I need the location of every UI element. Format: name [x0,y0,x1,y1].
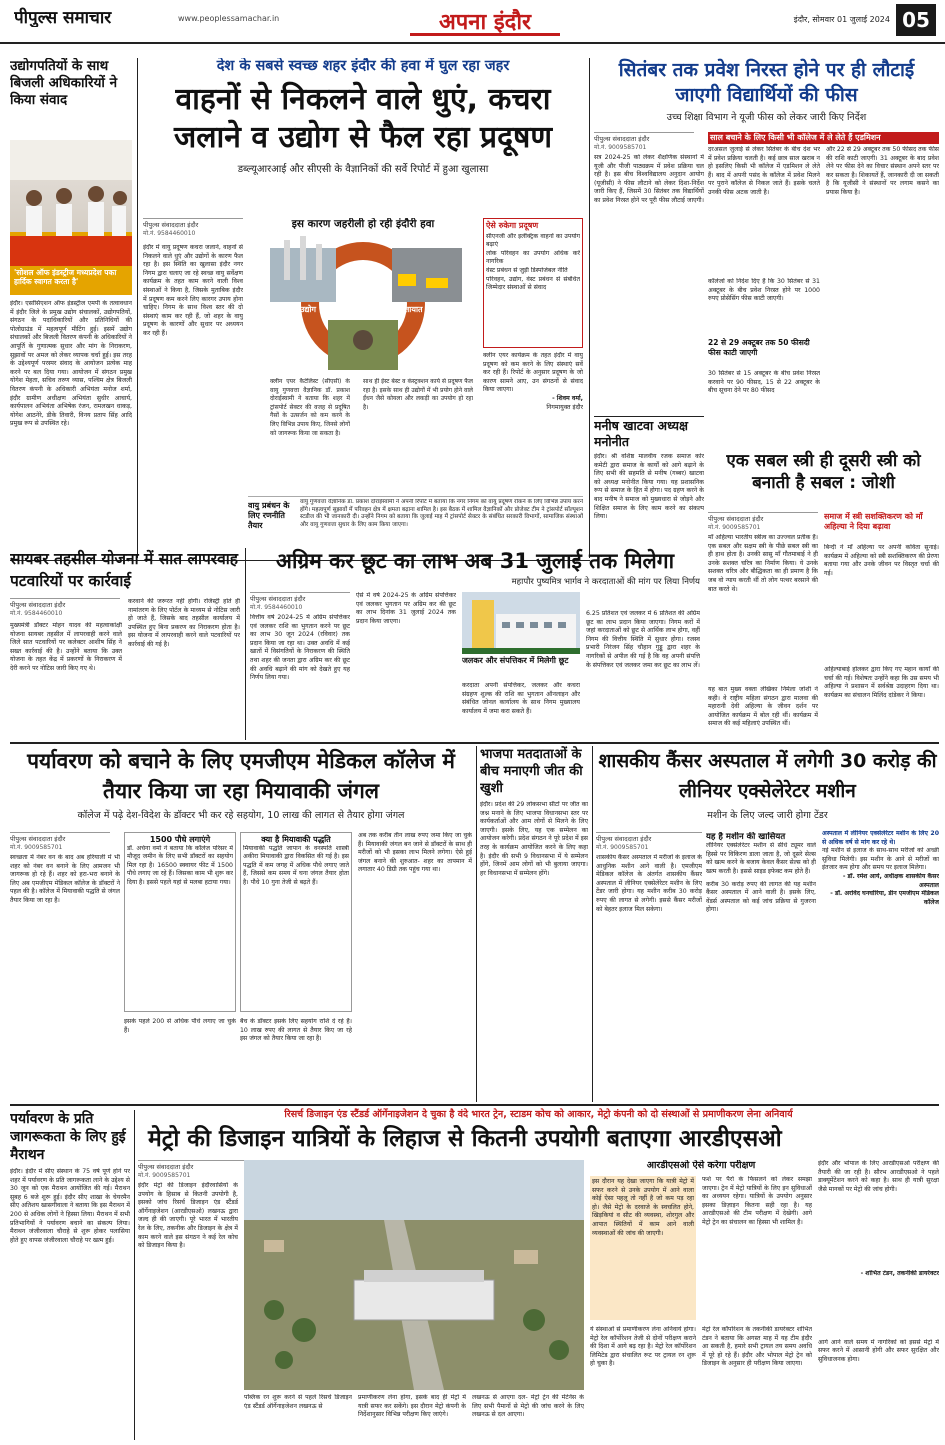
joshi-body-2: यह बात मुख्य वक्ता लेखिका निर्मला जोशी ने कही। वे राष्ट्रीय महिला संगठन द्वारा मालवा की महारानी देवी अहिल्या के जीवन दर्शन पर आयोजित कार्यक्रम में बोल रही थीं। कार्यक्रम में समाज की कई महिलाएं उपस्थित थीं। [708,686,818,728]
metro-byline: पीपुल्स संवाददाता इंदौर मो.नं. 9009585701 [138,1160,268,1179]
divider [137,58,138,558]
tips-item: परिवहन, उद्योग, वेस्ट प्रबंधन से संबंधित जिम्मेदार संस्थाओं से संवाद [486,275,580,292]
metro-col-1: इंदौर मेट्रो की डिजाइन इंदौरवासियों के उपयोग के हिसाब से कितनी उपयोगी है, इसको जांच रिसर्च डिजाइन एंड स्टैंडर्ड ऑर्गेनाइजेशन (आरडीएसओ) लखनऊ द्वारा जल्द ही की जाएगी। पूरे भारत में भारतीय रेल के लिए, तकनीक और डिजाइन के क्षेत्र में काम करने वाले इस संगठन ने कई रेल कोच को डिजाइन किया है। [138,1182,238,1250]
joshi-side-text-2: अहिल्याबाई होलकर द्वारा किए गए महान कार्यों की चर्चा की गई। विशेषतः उन्होंने कहा कि उस समय भी अहिल्या ने प्रशासन में सर्वश्रेष्ठ उदाहरण दिया था। कार्यक्रम का संचालन मिलिंद दांडेकर ने किया। [824,666,939,699]
graphic-label-waste: कचरा जलाना [336,369,376,378]
cancer-quote [822,830,939,1098]
strategy-text: वायु गुणवत्ता वैज्ञानिक डॉ. प्रकाश दोराईस्वामी ने अपनी रिपोर्ट में बताया कि नगर निगम को वायु प्रदूषण रोकने के लिए विभिन्न उपाय करने होंगे। महत्वपूर्ण सुझावों में परिवहन क्षेत्र में क्षमता बढ़ाना शामिल है। इस बैठक में शामिल वैज्ञानिकों और प्रोजेक्ट टीम ने ट्रांसपोर्ट सॉल्यूशन स्टडीज की भी जानकारी दी। उन्होंने निगम को बताया कि जुलाई माह में ट्रांसपोर्ट सेक्टर के संबंधित सरकारी विभागों, सामाजिक संस्थाओं और वायु गुणवत्ता सुधार के लिए काम किया जाएगा। [300,499,583,528]
metro-article [138,1108,939,1440]
box1-text: डॉ. अर्चना वर्मा ने बताया कि कॉलेज परिसर में मौजूद जमीन के लिए सभी डॉक्टरों का सहयोग मिल रहा है। 16500 स्क्वायर फीट में 1500 पौधे लगाए जा रहे हैं। जिसका काम भी शुरू कर दिया है। इससे पहले यहां से मलबा हटाया गया। [127,844,233,886]
pollution-strategy [248,496,583,544]
metro-col-4: लखनऊ से आएगा दल- मेट्रो ट्रेन की मेंटेनेंस के लिए सभी पैमानों से मेट्रो की जांच करने के लिए लखनऊ से दल आएगा। [472,1394,584,1419]
tax-byline: पीपुल्स संवाददाता इंदौर मो.नं. 9584460010 [250,592,350,611]
tax-col-4: 6.25 प्रतिशत एवं जलकर में 6 प्रतिशत की अग्रिम छूट का लाभ प्रदान किया जाएगा। निगम करों में जहां करदाताओं को छूट से आर्थिक लाभ होगा, वहीं निगम की वित्तीय स्थिति में सुधार होगा। रजस्व प्रभारी निरंजन सिंह चौहान गुड्डू द्वारा शहर के नागरिकों से अपील की गई है कि वह अपनी संपत्ति के संपत्तिकर एवं जलकर जमा कर छूट का लाभ लें। [586,610,700,669]
graphic-label-industry: उद्योग [300,305,316,314]
cancer-article [596,746,939,1102]
tax-deck: महापौर पुष्यमित्र भार्गव ने करदाताओं की मांग पर लिया निर्णय [511,577,700,587]
metro-headline: मेट्रो की डिजाइन यात्रियों के लिहाज से कितनी उपयोगी बताएगा आरडीएसओ [148,1126,782,1152]
bjp-body: इंदौर। प्रदेश की 29 लोकसभा सीटों पर जीत का जश्न मनाने के लिए भाजपा विधानसभा स्तर पर कार्यकर्ताओं और आम लोगों से मिलने के लिए जाएगी। इसके लिए, यह एक सम्मेलन का आयोजन करेगी। प्रदेश संगठन ने पूरे प्रदेश में इस तरह के कार्यक्रम आयोजित करने के लिए कहा है। इंदौर की सभी 9 विधानसभा में ये सम्मेलन होंगे, जिनमें आम लोगों को भी बुलाया जाएगा। हर विधानसभा में सम्मेलन होंगे। [480,801,588,877]
tax-article [250,548,700,740]
paper-url[interactable]: www.peoplessamachar.in [178,14,280,23]
joshi-article [708,450,939,750]
industry-body: इंदौर। एसोसिएशन ऑफ इंडस्ट्रीज एमपी के तत्वावधान में इंदौर जिले के प्रमुख उद्योग संचालकों, उद्योगपतियों, संगठन के पदाधिकारियों और प्रतिनिधियों की पोलोग्राउंड में महत्वपूर्ण मीटिंग हुई। इसमें उद्योग संचालकों और बिजली वितरण कंपनी के अधिकारियों ने आपूर्ति के गुणात्मक सुधार और मांग के निराकरण, सुझावों पर अमल को लेकर व्यापक चर्चा हुई। इस तरह के उद्देश्यपूर्ण परस्पर संवाद के आयोजन प्रत्येक माह करने पर बल दिया गया। आयोजन में संगठन प्रमुख योगेश मेहता, सचिव तरुण व्यास, पश्चिम क्षेत्र बिजली वितरण कंपनी के अधिकारी अभियंता मनोज शर्मा, इंदौर ग्रामीण अधीक्षण अभियंता सुधीर आचार्य, कार्यपालन अभियंता अभिषेक रंजन, रामलखन धाकड़, योगेश आठनेरे, डीके तिवारी, विनय प्रताप सिंह आदि प्रमुख रूप से उपस्थित रहे। [10,300,132,428]
metro-quote-text: मेट्रो रेल कॉर्पोरेशन के तकनीकी डायरेक्टर शोभित टंडन ने बताया कि अगस्त माह में यह टीम इंदौर आ सकती है, हमारे सभी ट्रायल तय समय अवधि में पूरे हो रहे हैं। इंदौर और भोपाल मेट्रो ट्रेन को डिजाइन के अनुसार ही परीक्षण किया जाएगा। [702,1326,812,1368]
fees-highlight-1: 22 से 29 अक्टूबर तक 50 फीसदी फीस काटी जाएगी [708,338,810,357]
tax-headline: अग्रिम कर छूट का लाभ अब 31 जुलाई तक मिलेगा [275,549,675,573]
cancer-col-1: शासकीय कैंसर अस्पताल में मरीजों के इलाज के आधुनिक मशीन आने वाली है। एमजीएम मेडिकल कॉलेज के अंतर्गत शासकीय कैंसर अस्पताल में लीनियर एक्सेलेरेटर मशीन के लिए टेंडर जारी होगा। यह मशीन करीब 30 करोड़ रुपए की लागत से लगेगी। इससे कैंसर मरीजों को बेहतर इलाज मिल सकेगा। [596,854,702,913]
fees-highlight-2: 30 सितंबर से 15 अक्टूबर के बीच प्रवेश निरस्त करवाने पर 90 फीसद, 15 से 22 अक्टूबर के बीच सूचना देने पर 80 फीसद [708,370,820,395]
pollution-quote [483,352,583,492]
box2-title: क्या है मियावाकी पद्धति [261,835,331,844]
divider [589,58,590,558]
cyber-col-1: मुख्यमंत्री डॉक्टर मोहन यादव की महत्वाकांक्षी योजना सायबर तहसील में लापरवाही करने वाले जिले सात पटवारियों पर कलेक्टर आशीष सिंह ने सख्त कार्रवाई की है। उन्होंने बताया कि उक्त योजना के तहत केंद्र में प्रकरणों के निराकरण में देरी करने पर नोटिस जारी किए गए थे। [10,622,122,672]
joshi-side-title: समाज में स्त्री सशक्तिकरण को माँ अहिल्या ने दिया बढ़ावा [824,512,923,531]
cancer-quote-2: - डॉ. अरविंद घनघोरिया, डीन एमजीएम मेडिकल कॉलेज [830,890,939,906]
graphic-title: इस कारण जहरीली हो रही इंदौरी हवा [291,218,435,230]
dateline: इंदौर, सोमवार 01 जुलाई 2024 [793,15,890,24]
metro-quote-author: - शोभित टंडन, तकनीकी डायरेक्टर [860,1270,939,1277]
cancer-deck: मशीन के लिए जल्द जारी होगा टेंडर [707,810,828,821]
miyawaki-col-1: स्वच्छता में नंबर वन के बाद अब हरियाली में भी शहर को नंबर वन बनाने के लिए आमजन भी जागरूक हो रहे हैं। शहर को हरा-भरा बनाने के लिए अब एमजीएम मेडिकल कॉलेज के डॉक्टरों ने पहल की है। कॉलेज में मियावाकी पद्धति से जंगल तैयार किया जा रहा है। [10,854,120,904]
section-title: अपना इंदौर [410,6,560,36]
metro-box-text-2: फर्श पर पैरों के फिसलने को लेकर समझा जाएगा। ट्रेन में मेट्रो यात्रियों के लिए इन सुविधाओं का अध्ययन रहेगा। यात्रियों के उपयोग अनुसार इसका डिज़ाइन कितना सही रहा है। यह आरडीएसओ की टीम परीक्षण में देखेगी। आगे मेट्रो ट्रेन का संचालन का हिस्सा भी शामिल है। [702,1176,812,1226]
miyawaki-article [10,746,472,1102]
box1-title: 1500 पौधे लगाएंगे [149,835,211,844]
cancer-quote-author: - डॉ. रमेश आर्य, अधीक्षक शासकीय कैंसर अस्पताल [842,872,939,889]
cancer-box [706,832,816,1098]
cancer-headline: शासकीय कैंसर अस्पताल में लगेगी 30 करोड़ की लीनियर एक्सेलेरेटर मशीन [598,750,937,802]
box2-text: मियावाकी पद्धति जापान के वनस्पति शास्त्री अकीरा मियावाकी द्वारा विकसित की गई है। इस पद्धति में कम जगह में अधिक पौधे लगाए जाते हैं, जिससे कम समय में घना जंगल तैयार होता है। पौधे 10 गुना तेजी से बढ़ते हैं। [243,844,349,886]
tax-photo [462,592,580,654]
tax-col-3: करदाता अपनी संपत्तिकर, जलकर और कचरा संग्रहण शुल्क की राशि का भुगतान ऑनलाइन और संबंधित जोनल कार्यालय के साथ निगम मुख्यालय कार्यालय में जमा करा सकते हैं। [462,682,580,715]
metro-foot: आगे आने वाले समय में नागरिकों को इससे मेट्रो में सफर करने में आसानी होगी और सफर सुरक्षित और सुविधाजनक होगा। [818,1338,939,1363]
tips-item: लोक परिवहन का उपयोग अधिक करें नागरिक [486,249,580,266]
industry-headline: उद्योगपतियों के साथ बिजली अधिकारियों ने किया संवाद [10,58,118,108]
metro-quote [702,1326,812,1438]
metro-box-text: इस दौरान यह देखा जाएगा कि यात्री मेट्रो में सफर करने से उनके उपयोग में आने वाला कोई ऐसा पहलू तो नहीं है जो कम पड़ रहा हो। जैसे मेट्रो के दरवाजे के स्वचलित होने, खिड़कियां व सीट की व्यवस्था, शोरगुल और आपात स्थितियों में काम आने वाली व्यवस्थाओं की जांच की जाएगी। [590,1176,696,1320]
tax-col-2: ऐसे में वर्ष 2024-25 के अग्रिम संपत्तिकर एवं जलकर भुगतान पर अग्रिम कर की छूट का लाभ दिनांक 31 जुलाई 2024 तक प्रदान किया जाएगा। [356,592,456,625]
miyawaki-box-1 [124,832,236,1012]
manish-article [594,418,704,554]
metro-kicker: रिसर्च डिजाइन एंड स्टैंडर्ड ऑर्गेनाइजेशन दे चुका है वंदे भारत ट्रेन, स्टाडम कोच को आकार, मेट्रो कंपनी को दो संस्थाओं से प्रमाणीकरण लेना अनिवार्य [284,1109,793,1120]
joshi-byline: पीपुल्स संवाददाता इंदौर मो.नं. 9009585701 [708,512,818,531]
pollution-article [143,58,583,544]
fees-col-1: सत्र 2024-25 को लेकर शैक्षणिक संस्थानों में यूजी और पीजी पाठ्यक्रम में प्रवेश प्रक्रिया चल रही है। इस बीच विश्वविद्यालय अनुदान आयोग (यूजीसी) ने फीस लौटाने को लेकर दिशा-निर्देश जारी किए हैं, जिसमें 30 सितंबर तक विद्यार्थियों का प्रवेश निरस्त होने पर पूरी फीस लौटाई जाएगी। [594,154,704,204]
cyber-byline: पीपुल्स संवाददाता इंदौर मो.नं. 9584460010 [10,598,120,617]
metro-col-3: प्रमाणीकरण लेना होगा, इसके बाद ही मेट्रो में यात्री सफर कर सकेंगे। इस दौरान मेट्रो कंपनी के निर्देशानुसार विभिन्न परीक्षण किए जाएंगे। [358,1394,466,1419]
marathon-headline: पर्यावरण के प्रति जागरूकता के लिए हुई मैराथन [10,1111,126,1163]
metro-col-2: पब्लिक रन शुरू करने से पहले रिसर्च डिजाइन एंड स्टैंडर्ड ऑर्गेनाइजेशन लखनऊ से [244,1394,352,1410]
pollution-tips-box [483,218,583,348]
pollution-deck: डब्ल्यूआरआई और सीएसी के वैज्ञानिकों की सर्वे रिपोर्ट में हुआ खुलासा [237,164,489,176]
industry-article [10,58,132,558]
quote-text: क्लीन एयर कार्यक्रम के तहत इंदौर में वायु प्रदूषण को कम करने के लिए संस्थाएं सर्वे कर रही हैं। रिपोर्ट के अनुसार प्रदूषण के जो कारण सामने आए, उन संगठनों से संवाद किया जाएगा। [483,352,583,394]
cancer-quote-text: नई मशीन से इलाज के साथ-साथ मरीजों को अच्छी सुविधा मिलेगी। इस मशीन के आने से मरीजों का इंतजार कम होगा और समय पर इलाज मिलेगा। [822,847,939,872]
divider [10,1104,939,1106]
cancer-quote-title: अस्पताल में लीनियर एक्सेलेरेटर मशीन के लिए 20 से अधिक वर्ष से मांग कर रहे थे। [822,830,939,846]
miyawaki-foot-1: इसके पहले 200 से अधिक पौधे लगाए जा चुके हैं। [124,1018,236,1034]
metro-col-5: इंदौर और भोपाल के लिए आरडीएसओ परीक्षण की तैयारी की जा रही है। सौरभ आरडीएसओ ने पहले डाक्यूमेंटेशन करने को कहा है। साथ ही यात्री सुरक्षा जैसे मानकों पर मेट्रो की जांच होगी। [818,1160,939,1193]
cyber-article [10,548,240,740]
cancer-box-text: लीनियर एक्सेलेरेटर मशीन से सीधे ट्यूमर वाले हिस्से पर विकिरण डाला जाता है, जो दूसरे सेल्स को खत्म करने के बजाय केवल कैंसर सेल्स को ही खत्म करती है। इससे साइड इफेक्ट कम होते हैं। [706,842,816,875]
bjp-article [480,746,588,1102]
joshi-headline: एक सबल स्त्री ही दूसरी स्त्री को बनाती है सबल : जोशी [726,451,921,493]
pollution-col-1: इंदौर में वायु प्रदूषण कचरा जलाने, वाहनों से निकलने वाले धुएं और उद्योगों के कारण फैल रहा है। इस स्थिति का खुलासा इंदौर नगर निगम द्वारा चलाए जा रहे स्वच्छ वायु सर्वेक्षण कार्यक्रम के तहत काम करने वाली विश्व संस्थाओं ने किया है, जिसके मुताबिक इंदौर में प्रदूषण कम करने लिए कारगर उपाय होना चाहिए। निगम के साथ विश्व स्तर की दो संस्थाएं काम कर रही हैं, जो शहर के वायु प्रदूषण के कारणों और सुधार पर अध्ययन कर रही हैं। [143,244,243,337]
cancer-col-2: करीब 30 करोड़ रुपए की लागत की यह मशीन कैंसर अस्पताल में आने वाली है। इसके लिए, वेंडर्स अस्पताल को कई जांच प्रक्रिया से गुजरना होगा। [706,880,816,914]
miyawaki-foot-2: बैच के डॉक्टर इसके लिए सहयोग राशि दे रहे हैं। 10 लाख रुपए की लागत से तैयार किए जा रहे इस जंगल को तैयार किया जा रहा है। [240,1018,352,1043]
joshi-side-text: बिन्दी ने माँ अहिल्या पर अपनी कविता सुनाई। कार्यक्रम में अहिल्या को स्त्री सशक्तिकरण की प्रेरणा बताया गया और उनके जीवन पर विस्तृत चर्चा की गई। [824,544,939,577]
industry-photo [10,140,132,295]
tax-col-1: वित्तीय वर्ष 2024-25 में अग्रिम संपत्तिकर एवं जलकर राशि का भुगतान करने पर छूट का लाभ 30 जून 2024 (रविवार) तक प्रदान किया जा रहा था। उक्त अवधि में कई खातों में विसंगतियों के निराकरण की स्थिति तथा शहर की जनता द्वारा अग्रिम कर की छूट की अवधि बढ़ाने की मांग को देखते हुए यह निर्णय लिया गया। [250,614,350,682]
fees-deck: उच्च शिक्षा विभाग ने यूजी फीस को लेकर जारी किए निर्देश [666,112,867,123]
masthead [0,0,945,44]
pollution-byline: पीपुल्स संवाददाता इंदौर मो.नं. 9584460010 [143,218,243,237]
divider [134,1110,135,1440]
quote-role: निगमायुक्त इंदौर [546,403,583,411]
divider [592,746,593,1102]
tax-photo-caption: जलकर और संपत्तिकर में मिलेगी छूट [462,656,569,665]
paper-name: पीपुल्स समाचार [14,8,112,27]
strategy-label: वायु प्रबंधन के लिए रणनीति तैयार [248,501,290,530]
divider [594,416,704,417]
miyawaki-col-2: अब तक करीब तीन लाख रुपए जमा किए जा चुके हैं। मियावाकी जंगल बन जाने से डॉक्टरों के साथ ही मरीजों को भी इसका लाभ मिलने लगेगा। ऐसे हुई जंगल बनाने की शुरुआत- शहर का तापमान में लगातार 40 डिग्री तक पहुंच गया था। [358,832,472,874]
fees-headline: सितंबर तक प्रवेश निरस्त होने पर ही लौटाई जाएगी विद्यार्थियों की फीस [618,59,915,106]
page-number: 05 [896,4,936,36]
bjp-headline: भाजपा मतदाताओं के बीच मनाएगी जीत की खुशी [480,747,583,796]
miyawaki-byline: पीपुल्स संवाददाता इंदौर मो.नं. 9009585701 [10,832,110,851]
marathon-article [10,1110,130,1440]
industry-banner: 'सोशल ऑफ इंडस्ट्रीज मध्यप्रदेश पका हार्दिक स्वागत करता है' [14,268,117,286]
graphic-label-traffic: यातायात [398,305,423,314]
fees-article [594,58,939,438]
metro-photo [244,1160,584,1390]
miyawaki-headline: पर्यावरण को बचाने के लिए एमजीएम मेडिकल कॉलेज में तैयार किया जा रहा मियावाकी जंगल [27,749,455,803]
joshi-body: माँ अहिल्या भारतीय स्त्रीत्व का उज्ज्वल प्रतीक हैं। एक सबल और सक्षम स्त्री के पीछे सबल स्त्री का ही हाथ होता है। उनकी सासु माँ गौतमाबाई ने ही उनके सशक्त चरित्र का निर्माण किया। ये उनके सशक्त चरित्र और बौद्धिकता का ही प्रमाण है कि जब वो न्याय करती थीं तो लोग पत्थर बरसाने की बात करते थे। [708,534,818,593]
miyawaki-box-2 [240,832,352,1012]
cancer-byline: पीपुल्स संवाददाता इंदौर मो.नं. 9009585701 [596,832,702,851]
quote-author: - शिवम वर्मा, [552,394,583,402]
graphic-note-2: साथ ही ईस्ट बेस्ट व कंस्ट्रक्शन कार्य से प्रदूषण फैल रहा है। इसके साथ ही उद्योगों में भी प्रयोग होने वाले ईंधन जैसे कोयला और लकड़ी का उपयोग हो रहा है। [363,378,473,411]
pollution-kicker: देश के सबसे स्वच्छ शहर इंदौर की हवा में घुल रहा जहर [216,58,510,74]
metro-mid: ये संस्थाओं से प्रमाणीकरण लेना अनिवार्य होगा। मेट्रो रेल कॉर्पोरेशन तेजी से दोनों परीक्षण कराने की दिशा में आगे बढ़ रहा है। मेट्रो रेल कॉर्पोरेशन लिमिटेड द्वारा संचालित रूट पर ट्रायल रन शुरू हो चुका है। [590,1326,696,1368]
manish-headline: मनीष खाटवा अध्यक्ष मनोनीत [594,418,688,449]
marathon-body: इंदौर। इंदौर में सीए संस्थान के 75 वर्ष पूर्ण होने पर शहर में पर्यावरण के प्रति जागरूकता लाने के उद्देश्य से 30 जून को एक मैराथन आयोजित की गई। मैराथन सुबह 6 बजे शुरू हुई। इंदौर सीए शाखा के चेयरमैन सीए अतिशय खासगीवाला ने बताया कि इस मैराथन में 200 से अधिक लोगों ने हिस्सा लिया। मैराथन में सभी प्रतिभागियों ने पर्यावरण बचाने का संकल्प लिया। मैराथन जंजीरवाला चौराहे से शुरू होकर पलासिया होते हुए वापस जंजीरवाला चौराहे पर खत्म हुई। [10,1168,130,1244]
tips-item: वेस्ट प्रबंधन से जुड़ी डिस्पोजेबल नीति [486,266,568,274]
manish-body: इंदौर। श्री वशिष्ठ मालवीय रजक समाज कोर कमेटी द्वारा समाज के कार्यों को आगे बढ़ाने के लिए सभी की सहमति से मनीष (गब्बर) खाटवा को अध्यक्ष मनोनीत किया गया। यह प्रशासनिक रूप से समाज के हित में होगा। पद ग्रहण करने के बाद मनीष ने समाज को मुख्यधारा से जोड़ने और शिक्षित समाज के लिए काम करने का संकल्प लिया। [594,453,704,521]
cyber-col-2: करवाने की जरूरत नहीं होगी। रजिस्ट्री होते ही नामांतरण के लिए पोर्टल के माध्यम से नोटिस जारी हो जाते हैं, जिसके बाद तहसील कार्यालय में उपस्थित हुए बिना प्रकरण का निराकरण होता है। इस योजना में लापरवाही करने वाले पटवारियों पर कार्रवाई की गई है। [128,598,240,648]
metro-box-title: आरडीएसओ ऐसे करेगा परीक्षण [646,1160,756,1171]
metro-box [590,1160,812,1320]
fees-side [708,132,939,432]
fees-side-text-2: और 22 से 29 अक्टूबर तक 50 फीसद तक फीस की राशि काटी जाएगी। 31 अक्टूबर के बाद प्रवेश लेने पर फीस देने का विचार संस्थान अपने स्तर पर कर सकता है। शिकायतें हैं, जानकारी दी जा सकती है कि यूजीसी ने संस्थानों पर लगाम कसने का प्रयास किया है। [826,146,939,196]
fees-side-title: साल बचाने के लिए किसी भी कॉलेज में ले लेते हैं एडमिशन [708,132,939,144]
cyber-headline: सायबर तहसील योजना में सात लापरवाह पटवारियों पर कार्रवाई [10,550,238,590]
divider [245,548,246,740]
pollution-graphic [248,218,478,493]
graphic-note-1: क्लीन एयर कैटेलिस्ट (सीएसी) के वायु गुणवत्ता वैज्ञानिक डॉ. प्रकाश दोराईस्वामी ने बताया कि शहर में ट्रांसपोर्ट सेक्टर की वजह से प्रदूषित गैसों के उत्सर्जन को कम करने के लिए विभिन्न उपाय किए, जिनसे लोगों को जागरूक किया जा सकता है। [270,378,350,437]
fees-col-2: कॉलेजों को निर्देश दिए हैं कि 30 सितंबर से 31 अक्टूबर के बीच प्रवेश निरस्त होने पर 1000 रुपए प्रोसेसिंग फीस काटी जाएगी। [708,278,820,303]
fees-byline: पीपुल्स संवाददाता इंदौर मो.नं. 9009585701 [594,132,694,151]
metro-right [818,1160,939,1438]
cancer-box-title: यह है मशीन की खासियत [706,832,786,842]
miyawaki-deck: कॉलेज में पढ़े देश-विदेश के डॉक्टर भी कर रहे सहयोग, 10 लाख की लागत से तैयार होगा जंगल [77,810,405,821]
pollution-headline: वाहनों से निकलने वाले धुएं, कचरा जलाने व उद्योग से फैल रहा प्रदूषण [173,82,553,156]
tips-item: सीएनजी और इलेक्ट्रिक वाहनों का उपयोग बढ़ाएं [486,232,580,249]
divider [10,742,939,744]
masthead-logo [14,5,174,27]
fees-side-text: दरअसल जुलाई से लेकर सितंबर के बीच देश भर में प्रवेश प्रक्रिया चलती है। कई छात्र साल खराब न हो इसलिए किसी भी कॉलेज में एडमिशन ले लेते हैं। बाद में अपनी पसंद के कॉलेज में प्रवेश मिलने पर पुराने कॉलेज से निकल जाते हैं। इसके चलते उनकी फीस अटक जाती है। [708,146,820,196]
divider [476,746,477,1102]
tips-title: ऐसे रुकेगा प्रदूषण [486,221,539,230]
